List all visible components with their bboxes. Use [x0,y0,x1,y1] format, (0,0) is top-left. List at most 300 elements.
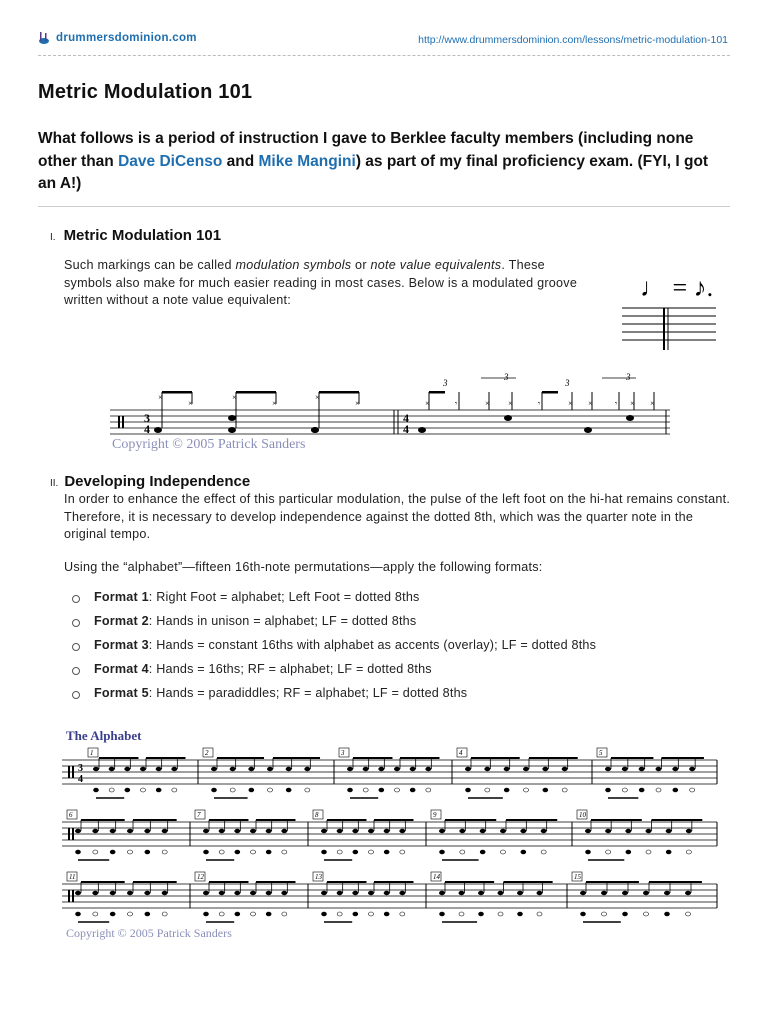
hihat-mark: × [650,399,655,408]
dave-dicenso-link[interactable]: Dave DiCenso [118,152,223,170]
section1-heading [50,227,221,244]
beam [99,757,138,759]
foot-note [128,912,133,916]
foot-note [480,850,485,854]
measure-number: 15 [574,873,581,881]
foot-note [145,850,150,854]
foot-note [537,912,542,916]
list-item: Format 5: Hands = paradiddles; RF = alphabet; LF = dotted 8ths [72,686,596,710]
snare-note [399,891,405,895]
foot-note [606,850,611,854]
triplet-mark: 3 [443,378,448,388]
foot-note [673,788,678,792]
beam [374,881,413,883]
triplet-mark: 3 [565,378,570,388]
hihat-mark: × [485,399,490,408]
foot-note [639,788,644,792]
snare-note [171,767,177,771]
foot-note [460,850,465,854]
snare-note [368,829,374,833]
foot-note [504,788,509,792]
snare-note [689,767,695,771]
snare-note [363,767,369,771]
foot-note [348,788,353,792]
snare-note [625,829,631,833]
bullet-icon [72,643,80,651]
measure-number: 2 [205,749,209,757]
snare-note [562,767,568,771]
beam [504,881,553,883]
foot-note [379,788,384,792]
beam [217,757,264,759]
hihat-mark: × [188,399,193,408]
foot-note [543,788,548,792]
foot-note [466,788,471,792]
modulation-symbols-term: modulation symbols [235,258,352,272]
section2-paragraph2: Using the “alphabet”—fifteen 16th-note permutations—apply the following formats: [64,560,543,574]
foot-note [282,850,287,854]
snare-note [234,829,240,833]
foot-note [384,912,389,916]
snare-note [439,891,445,895]
snare-note [384,829,390,833]
snare-note [605,829,611,833]
snare-note [517,891,523,895]
beam [471,757,520,759]
foot-note [623,912,628,916]
snare-note [646,829,652,833]
foot-note [337,850,342,854]
snare-note [144,891,150,895]
foot-note [249,788,254,792]
page-title: Metric Modulation 101 [38,81,253,103]
beam [81,819,125,821]
snare-note [234,891,240,895]
foot-note [305,788,310,792]
triplet-mark: 3 [504,372,509,382]
snare-note [140,767,146,771]
foot-note [204,912,209,916]
beam [81,881,125,883]
page-url[interactable]: http://www.drummersdominion.com/lessons/metric-modulation-101 [418,34,728,46]
hihat-mark: × [158,393,163,402]
foot-note [162,912,167,916]
beam [133,819,177,821]
section2-paragraph1: In order to enhance the effect of this particular modulation, the pulse of the left foot on the hi-hat remains constant. Therefore, it is necessary to develop independence against the dotted 8th, which was the quarter note in the original tempo. [64,492,731,542]
snare-note [211,767,217,771]
beam [649,881,702,883]
beam [506,819,557,821]
foot-note [268,788,273,792]
snare-note [337,829,343,833]
mike-mangini-link[interactable]: Mike Mangini [258,152,356,170]
hihat-mark: × [315,393,320,402]
foot-note [76,850,81,854]
foot-note [235,912,240,916]
snare-note [585,829,591,833]
alphabet-title: The Alphabet [66,728,142,743]
snare-note [656,767,662,771]
snare-note [162,891,168,895]
snare-note [219,891,225,895]
snare-note [203,829,209,833]
beam [400,757,439,759]
snare-note [321,891,327,895]
list-item: Format 2: Hands in unison = alphabet; LF = dotted 8ths [72,614,596,638]
measure-number: 5 [599,749,603,757]
snare-note [347,767,353,771]
snare-note [219,829,225,833]
site-name[interactable]: drummersdominion.com [56,32,197,44]
foot-note [524,788,529,792]
beam [429,391,445,394]
beam [611,757,653,759]
foot-note [266,912,271,916]
foot-note [219,912,224,916]
foot-note [266,850,271,854]
triplet-mark: 3 [626,372,631,382]
beam [256,819,295,821]
foot-note [322,912,327,916]
note-head [311,427,319,433]
hihat-mark: × [588,399,593,408]
snare-note [523,767,529,771]
snare-note [304,767,310,771]
foot-note [602,912,607,916]
measure-number: 14 [433,873,440,881]
foot-note [541,850,546,854]
svg-text:4: 4 [403,411,409,425]
beam [652,819,703,821]
snare-note [92,829,98,833]
note-equivalent-figure [612,268,722,358]
beam [662,757,704,759]
foot-note [686,912,691,916]
beam [542,391,558,394]
foot-note [251,850,256,854]
foot-note [204,850,209,854]
beam [591,819,642,821]
beam [327,881,366,883]
foot-note [400,850,405,854]
foot-note [219,850,224,854]
foot-note [110,912,115,916]
snare-note [425,767,431,771]
snare-note [394,767,400,771]
snare-note [439,829,445,833]
beam [586,881,639,883]
hihat-mark: × [508,399,513,408]
snare-note [267,767,273,771]
snare-note [266,891,272,895]
snare-note [686,829,692,833]
foot-note [395,788,400,792]
snare-note [643,891,649,895]
foot-note [606,788,611,792]
bullet-icon [72,667,80,675]
foot-note [76,912,81,916]
foot-note [337,912,342,916]
foot-note [172,788,177,792]
snare-note [321,829,327,833]
foot-note [156,788,161,792]
section2-heading [50,473,250,490]
foot-note [145,912,150,916]
snare-note [639,767,645,771]
snare-note [484,767,490,771]
foot-note [110,850,115,854]
snare-note [580,891,586,895]
snare-note [156,767,162,771]
foot-note [230,788,235,792]
measure-number: 7 [197,811,201,819]
foot-note [93,850,98,854]
hihat-mark: × [630,399,635,408]
snare-note [685,891,691,895]
snare-note [75,891,81,895]
snare-note [92,891,98,895]
hihat-mark: 𝄾 [615,399,618,408]
snare-note [459,891,465,895]
foot-note [353,912,358,916]
measure-number: 3 [341,749,345,757]
snare-note [384,891,390,895]
beam [256,881,295,883]
snare-note [504,767,510,771]
foot-note [622,788,627,792]
snare-note [410,767,416,771]
foot-note [93,912,98,916]
foot-note [562,788,567,792]
section1-number: I. [50,232,56,243]
snare-note [500,829,506,833]
snare-note [109,767,115,771]
beam [374,819,413,821]
snare-note [459,829,465,833]
foot-note [656,788,661,792]
list-item: Format 1: Right Foot = alphabet; Left Foot = dotted 8ths [72,590,596,614]
foot-note [212,788,217,792]
snare-note [465,767,471,771]
foot-note [440,850,445,854]
note-head [228,427,236,433]
bullet-icon [72,595,80,603]
beam [319,391,359,394]
snare-note [203,891,209,895]
section2-title: Developing Independence [64,473,251,490]
section1-title: Metric Modulation 101 [63,227,222,244]
snare-note [93,767,99,771]
format-list [72,590,596,710]
beam [133,881,177,883]
equivalence-symbol: ♩ = ♪. [640,273,714,302]
foot-note [479,912,484,916]
snare-note [537,891,543,895]
foot-note [498,912,503,916]
bullet-icon [72,691,80,699]
note-head [418,427,426,433]
beam [445,819,496,821]
snare-note [622,891,628,895]
hihat-mark: × [272,399,277,408]
hihat-mark: × [232,393,237,402]
snare-note [248,767,254,771]
snare-note [124,767,130,771]
drum-logo-icon [38,31,50,45]
note-value-term: note value equivalents [370,258,502,272]
snare-note [601,891,607,895]
foot-note [626,850,631,854]
modulated-groove-staff [110,370,670,455]
hihat-mark: × [355,399,360,408]
snare-note [337,891,343,895]
measure-number: 9 [433,811,437,819]
groove-copyright: Copyright © 2005 Patrick Sanders [112,437,306,452]
foot-note [251,912,256,916]
hihat-mark: × [425,399,430,408]
snare-note [250,829,256,833]
beam [273,757,320,759]
snare-note [542,767,548,771]
beam [529,757,578,759]
snare-note [622,767,628,771]
foot-note [501,850,506,854]
foot-note [400,912,405,916]
beam [146,757,185,759]
beam [162,391,192,394]
svg-text:3: 3 [144,411,150,425]
alphabet-score [62,722,722,947]
measure-number: 6 [69,811,73,819]
snare-note [127,891,133,895]
foot-note [459,912,464,916]
site-logo[interactable] [38,31,197,45]
snare-note [480,829,486,833]
intro-paragraph: What follows is a period of instruction I gave to Berklee faculty members (including none other than Dave DiCenso and Mike Mangini) as part of my final proficiency exam. (FYI, I got an A!) [38,130,709,192]
note-head [584,427,592,433]
foot-note [646,850,651,854]
snare-note [520,829,526,833]
foot-note [384,850,389,854]
snare-note [250,891,256,895]
note-head [504,415,512,421]
hihat-mark: × [568,399,573,408]
snare-note [281,829,287,833]
header-divider [38,55,730,56]
snare-note [286,767,292,771]
foot-note [141,788,146,792]
hihat-mark: 𝄾 [455,399,458,408]
measure-number: 13 [315,873,322,881]
foot-note [644,912,649,916]
measure-number: 8 [315,811,319,819]
snare-note [127,829,133,833]
snare-note [110,829,116,833]
foot-note [162,850,167,854]
foot-note [521,850,526,854]
foot-note [666,850,671,854]
foot-note [369,912,374,916]
hihat-mark: 𝄾 [538,399,541,408]
snare-note [230,767,236,771]
foot-note [665,912,670,916]
note-head [154,427,162,433]
beam [327,819,366,821]
foot-note [581,912,586,916]
svg-text:4: 4 [144,422,150,436]
snare-note [281,891,287,895]
snare-note [478,891,484,895]
alphabet-copyright: Copyright © 2005 Patrick Sanders [66,926,232,940]
note-head [228,415,236,421]
foot-note [586,850,591,854]
foot-note [353,850,358,854]
snare-note [110,891,116,895]
snare-note [498,891,504,895]
bullet-icon [72,619,80,627]
foot-note [94,788,99,792]
section-divider [38,206,730,207]
list-item: Format 4: Hands = 16ths; RF = alphabet; LF = dotted 8ths [72,662,596,686]
foot-note [369,850,374,854]
svg-text:4: 4 [403,422,409,436]
foot-note [410,788,415,792]
foot-note [235,850,240,854]
snare-note [368,891,374,895]
snare-note [378,767,384,771]
beam [445,881,494,883]
foot-note [125,788,130,792]
foot-note [109,788,114,792]
section2-number: II. [50,478,59,489]
foot-note [518,912,523,916]
snare-note [162,829,168,833]
snare-note [672,767,678,771]
note-head [626,415,634,421]
beam [209,819,248,821]
foot-note [282,912,287,916]
snare-note [605,767,611,771]
measure-number: 10 [579,811,586,819]
foot-note [686,850,691,854]
snare-note [144,829,150,833]
measure-number: 12 [197,873,204,881]
beam [209,881,248,883]
measure-number: 4 [459,749,463,757]
beam [236,391,276,394]
snare-note [399,829,405,833]
snare-note [352,829,358,833]
snare-note [266,829,272,833]
measure-number: 1 [90,749,94,757]
svg-text:4: 4 [78,774,83,785]
foot-note [128,850,133,854]
section1-text: Such markings can be called modulation symbols or note value equivalents. These symbols also make for much easier reading in most cases. Below is a modulated groove written without a note value equivalent: [64,258,578,308]
foot-note [286,788,291,792]
list-item: Format 3: Hands = constant 16ths with alphabet as accents (overlay); LF = dotted 8ths [72,638,596,662]
foot-note [322,850,327,854]
foot-note [485,788,490,792]
measure-number: 11 [69,873,76,881]
snare-note [666,829,672,833]
beam [353,757,392,759]
foot-note [690,788,695,792]
snare-note [352,891,358,895]
foot-note [426,788,431,792]
snare-note [541,829,547,833]
foot-note [363,788,368,792]
snare-note [75,829,81,833]
